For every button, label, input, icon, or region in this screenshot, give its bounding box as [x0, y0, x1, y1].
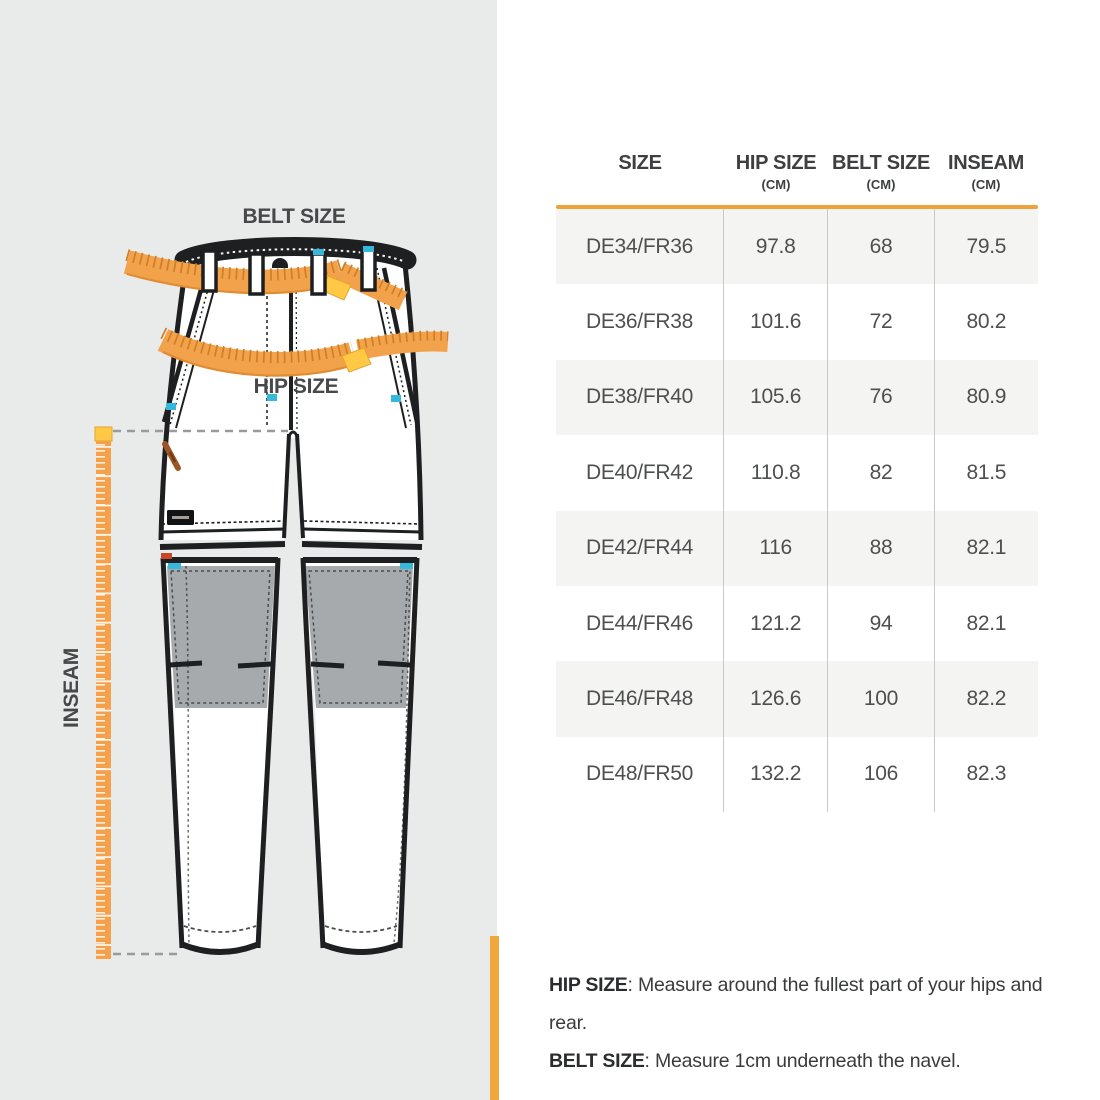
left-pocket-cyan-accent [166, 403, 176, 410]
table-row: DE44/FR46 121.2 94 82.1 [556, 586, 1038, 661]
accent-bar [490, 936, 499, 1100]
left-leg-cyan-accent [168, 563, 181, 569]
table-row: DE48/FR50 132.2 106 82.3 [556, 737, 1038, 812]
table-row: DE38/FR40 105.6 76 80.9 [556, 360, 1038, 435]
table-row: DE34/FR36 97.8 68 79.5 [556, 209, 1038, 284]
table-body [556, 209, 1038, 812]
table-header [556, 150, 1038, 205]
waistband-cyan-accent-1 [313, 249, 324, 255]
inseam-diagram-label: INSEAM [60, 648, 83, 728]
table-row: DE46/FR48 126.6 100 82.2 [556, 661, 1038, 736]
waistband-cyan-accent-2 [363, 246, 374, 252]
left-leg-zip-pull-accent [161, 553, 172, 559]
right-knee-panel [305, 566, 413, 708]
header-size: SIZE [618, 152, 662, 174]
hip-size-diagram-label: HIP SIZE [253, 375, 339, 398]
table-row: DE36/FR38 101.6 72 80.2 [556, 284, 1038, 359]
brand-label-text-mark [172, 516, 189, 519]
illustration-panel [0, 0, 497, 1100]
table-row: DE42/FR44 116 88 82.1 [556, 511, 1038, 586]
measurement-notes [549, 966, 1084, 1080]
header-inseam: INSEAM (CM) [948, 152, 1024, 192]
right-leg-cyan-accent [400, 563, 413, 569]
pants-illustration [0, 0, 497, 1100]
belt-size-note: BELT SIZE: Measure 1cm underneath the navel. [549, 1050, 961, 1072]
left-knee-panel [167, 566, 275, 708]
belt-size-diagram-label: BELT SIZE [242, 205, 346, 228]
inseam-measuring-tape [95, 427, 112, 959]
right-pocket-cyan-accent [391, 395, 401, 402]
hip-size-note: HIP SIZE: Measure around the fullest part of your hips and rear. [549, 974, 1043, 1034]
table-row: DE40/FR42 110.8 82 81.5 [556, 435, 1038, 510]
header-belt-size: BELT SIZE (CM) [831, 152, 931, 192]
header-hip-size: HIP SIZE (CM) [735, 152, 817, 192]
size-table [556, 150, 1038, 812]
